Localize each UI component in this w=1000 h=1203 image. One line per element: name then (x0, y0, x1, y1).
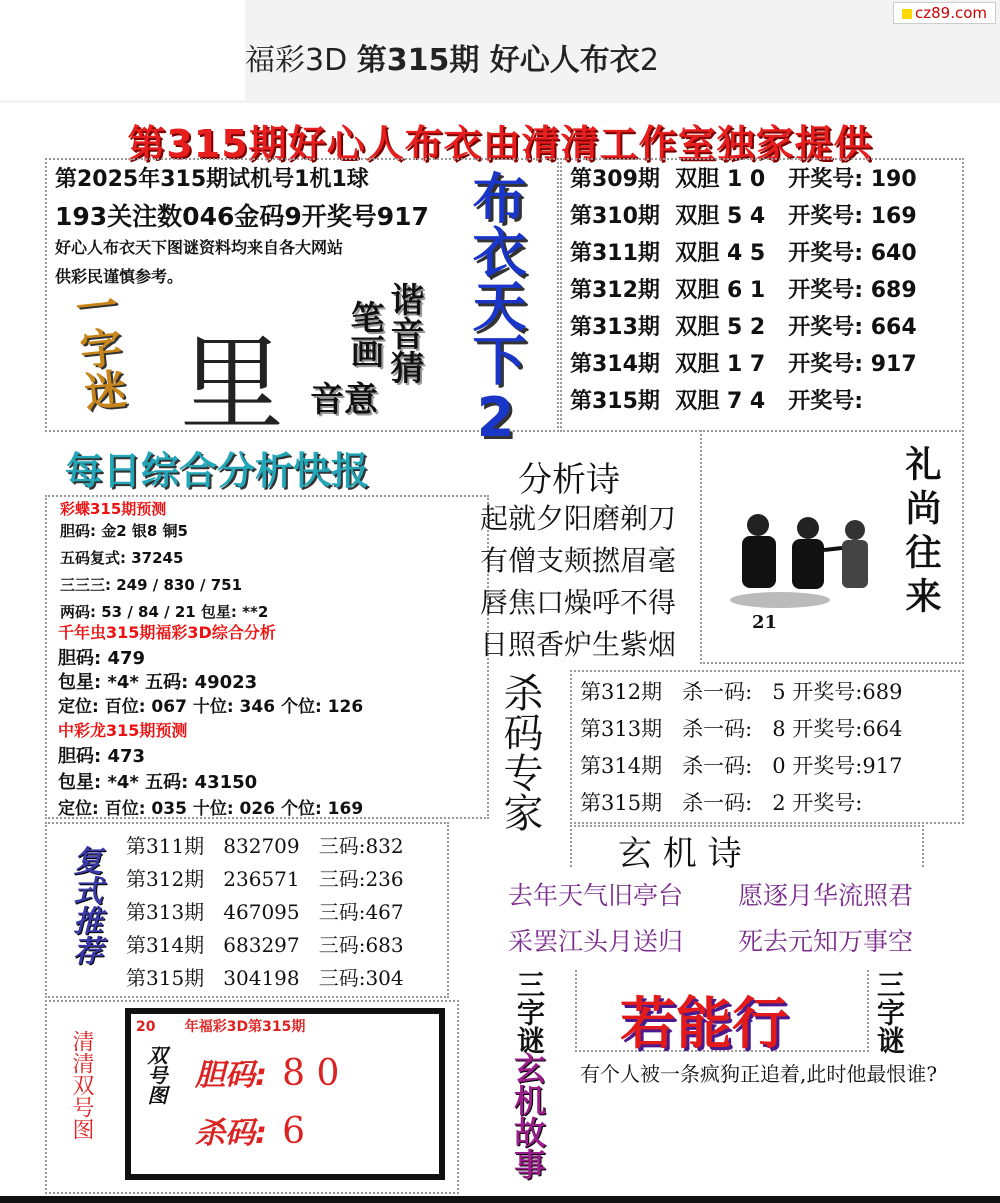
fushi-row: 第312期 236571 三码:236 (126, 867, 404, 891)
sanzi-answer: 若能行 (620, 992, 788, 1057)
fushi-row: 第315期 304198 三码:304 (126, 966, 404, 990)
header-blank (0, 0, 245, 100)
qiannian-title: 千年虫315期福彩3D综合分析 (58, 623, 276, 642)
kill-label: 杀码专家 (497, 672, 543, 832)
qingqing-sha: 杀码: 6 (195, 1111, 305, 1152)
test-info-line2: 193关注数046金码9开奖号917 (55, 202, 429, 231)
poem-title: 分析诗 (518, 460, 620, 500)
history-row: 第309期 双胆 1 0 开奖号: 190 (570, 167, 917, 192)
caidie-block (60, 498, 268, 623)
cartoon-image (720, 490, 890, 620)
qiannian-ding: 定位: 百位: 067 十位: 346 个位: 126 (58, 697, 364, 717)
test-info-line3: 好心人布衣天下图谜资料均来自各大网站 (55, 238, 344, 257)
kill-row: 第312期 杀一码: 5 开奖号:689 (580, 680, 903, 704)
kill-row: 第313期 杀一码: 8 开奖号:664 (580, 717, 903, 741)
riddle-hint3: 音意 (310, 380, 378, 420)
daily-title: 每日综合分析快报 (65, 449, 370, 493)
side-title: 布衣天下2 (464, 170, 527, 449)
test-info-line1: 第2025年315期试机号1机1球 (55, 167, 369, 192)
history-row: 第313期 双胆 5 2 开奖号: 664 (570, 315, 917, 340)
history-row: 第315期 双胆 7 4 开奖号: (570, 389, 864, 414)
story-text: 有个人被一条疯狗正追着,此时他最恨谁? (580, 1062, 938, 1086)
caidie-wuma: 五码复式: 37245 (60, 549, 184, 567)
poem-line: 唇焦口燥呼不得 (480, 586, 677, 619)
qiannian-block (58, 620, 363, 716)
xuanji-title: 玄 机 诗 (618, 834, 742, 874)
qingqing-sub: 双号图 (144, 1045, 168, 1105)
zhongcai-dan: 胆码: 473 (58, 746, 146, 767)
qiannian-bao: 包星: *4* 五码: 49023 (58, 672, 258, 693)
caidie-dan: 胆码: 金2 银8 铜5 (60, 522, 188, 540)
history-row: 第314期 双胆 1 7 开奖号: 917 (570, 352, 917, 377)
xuanji-line: 愿逐月华流照君 (738, 881, 914, 910)
site-watermark[interactable]: cz89.com (893, 2, 996, 24)
fushi-row: 第313期 467095 三码:467 (126, 900, 404, 924)
riddle-char: 里 (180, 323, 285, 445)
poster-banner: 第315期好心人布衣由清清工作室独家提供 (127, 122, 873, 166)
qiannian-dan: 胆码: 479 (58, 648, 146, 669)
zhongcai-ding: 定位: 百位: 035 十位: 026 个位: 169 (58, 799, 364, 819)
caidie-sansan: 三三三: 249 / 830 / 751 (60, 576, 242, 594)
history-table (570, 162, 917, 421)
riddle-label: 一字迷 (67, 282, 130, 414)
fushi-row: 第311期 832709 三码:832 (126, 834, 404, 858)
fushi-label: 复式推荐 (67, 845, 102, 965)
fushi-table (126, 830, 404, 995)
kill-row: 第315期 杀一码: 2 开奖号: (580, 791, 863, 815)
poem-line: 起就夕阳磨剃刀 (480, 502, 677, 535)
qingqing-label: 清清双号图 (69, 1030, 94, 1140)
zhongcai-title: 中彩龙315期预测 (58, 721, 188, 740)
riddle-hint2: 笔画 (344, 300, 384, 368)
page-bottom-rule (0, 1196, 1000, 1203)
story-label: 玄机故事 (509, 1052, 547, 1180)
xuanji-line: 去年天气旧亭台 (508, 881, 684, 910)
fushi-row: 第314期 683297 三码:683 (126, 933, 404, 957)
poem-line: 日照香炉生紫烟 (480, 628, 677, 661)
kill-table (580, 676, 902, 824)
page-title: 福彩3D 第315期 好心人布衣2 (245, 43, 659, 78)
test-info (55, 162, 429, 287)
poem-lines (480, 498, 676, 666)
test-info-line4: 供彩民谨慎参考。 (55, 267, 184, 286)
cartoon-number: 21 (752, 612, 778, 633)
history-row: 第311期 双胆 4 5 开奖号: 640 (570, 241, 917, 266)
xuanji-line: 死去元知万事空 (738, 927, 914, 956)
history-row: 第310期 双胆 5 4 开奖号: 169 (570, 204, 917, 229)
caidie-title: 彩蝶315期预测 (60, 500, 167, 518)
sanzi-right: 三字谜 (873, 970, 906, 1054)
qingqing-head: 20 年福彩3D第315期 (136, 1019, 306, 1035)
poem-line: 有僧支颊撚眉毫 (480, 544, 677, 577)
zhongcai-bao: 包星: *4* 五码: 43150 (58, 772, 258, 793)
cartoon-caption: 礼尚往来 (900, 445, 941, 621)
qingqing-dan: 胆码: 8 0 (195, 1053, 340, 1094)
xuanji-line: 采罢江头月送归 (508, 927, 684, 956)
history-row: 第312期 双胆 6 1 开奖号: 689 (570, 278, 917, 303)
zhongcai-block (58, 718, 363, 818)
sanzi-left: 三字谜 (513, 970, 546, 1054)
kill-row: 第314期 杀一码: 0 开奖号:917 (580, 754, 903, 778)
logo-icon (902, 9, 912, 19)
caidie-liangma: 两码: 53 / 84 / 21 包星: **2 (60, 603, 269, 621)
riddle-hint1: 谐音猜 (384, 282, 424, 384)
